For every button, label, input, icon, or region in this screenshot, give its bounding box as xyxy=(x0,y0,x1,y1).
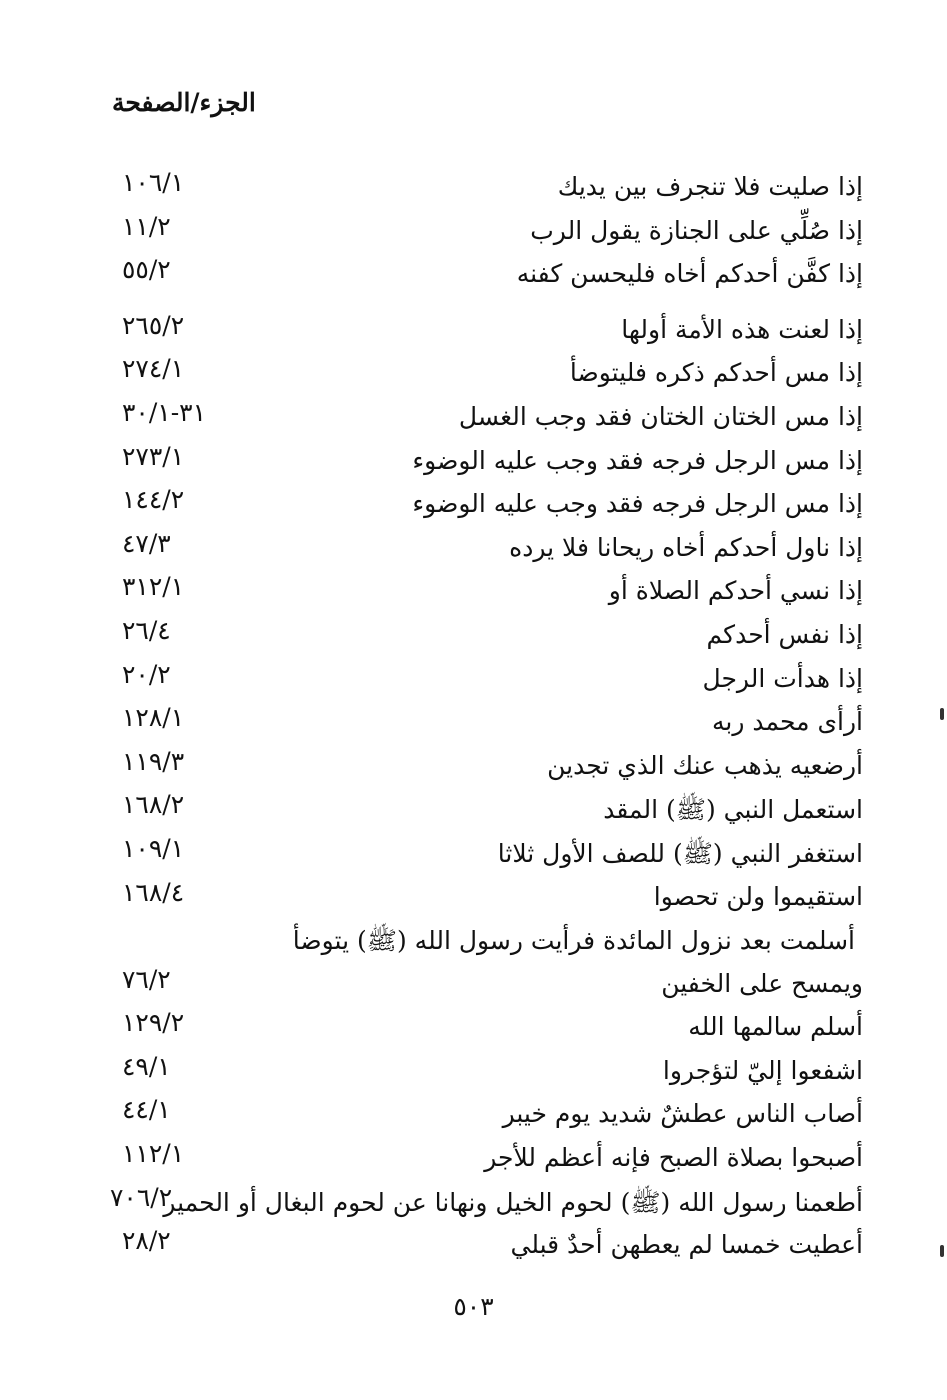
index-entry xyxy=(0,529,947,573)
entry-reference: ١١٢/١ xyxy=(122,1139,185,1169)
index-entry xyxy=(0,354,947,398)
entry-reference: ٢٠/٢ xyxy=(122,659,171,689)
entry-reference: ٧٠٦/٢ xyxy=(110,1182,173,1212)
index-entry xyxy=(0,398,947,442)
entry-text: إذا صليت فلا تنجرف بين يديك xyxy=(557,172,863,201)
entry-reference: ١١/٢ xyxy=(122,211,171,241)
entry-reference: ١٢٨/١ xyxy=(122,703,185,733)
index-entry xyxy=(0,1052,947,1096)
entry-text: أسلم سالمها الله xyxy=(688,1012,863,1042)
entry-reference: ٤٤/١ xyxy=(122,1095,171,1125)
entry-text: إذا لعنت هذه الأمة أولها xyxy=(621,314,863,344)
index-entry xyxy=(0,442,947,486)
index-entry xyxy=(0,703,947,747)
entry-text: إذا نفس أحدكم xyxy=(706,619,863,649)
entry-reference: ٧٦/٢ xyxy=(122,964,171,994)
entry-reference: ٤٩/١ xyxy=(122,1051,171,1081)
index-entry xyxy=(0,921,947,965)
index-entry xyxy=(0,616,947,660)
index-entry xyxy=(0,878,947,922)
entry-text: ويمسح على الخفين xyxy=(661,968,863,998)
entry-reference: ١٠٦/١ xyxy=(122,168,185,197)
entry-text: أرأى محمد ربه xyxy=(712,707,863,737)
index-entry xyxy=(0,1183,947,1227)
entry-text: إذا صُلِّي على الجنازة يقول الرب xyxy=(530,215,863,245)
index-entry-continuation xyxy=(0,965,947,1009)
index-entry xyxy=(0,485,947,529)
entry-reference: ٤٧/٣ xyxy=(122,528,171,558)
index-entry xyxy=(0,1008,947,1052)
entry-reference: ١٦٨/٤ xyxy=(122,877,185,907)
entry-reference: ٢٦/٤ xyxy=(122,615,171,645)
entry-text: أعطيت خمسا لم يعطهن أحدٌ قبلي xyxy=(510,1230,863,1260)
index-entry xyxy=(0,834,947,878)
entry-text: أطعمنا رسول الله (ﷺ) لحوم الخيل ونهانا عن لحوم البغال أو الحمير xyxy=(163,1187,863,1217)
entry-text: استقيموا ولن تحصوا xyxy=(653,881,863,911)
entry-text: إذا مس الرجل فرجه فقد وجب عليه الوضوء xyxy=(412,445,863,475)
entry-reference: ٥٥/٢ xyxy=(122,255,171,285)
entry-text: إذا نسي أحدكم الصلاة أو xyxy=(608,576,863,606)
entry-text: إذا ناول أحدكم أخاه ريحانا فلا يرده xyxy=(509,532,863,562)
column-header: الجزء/الصفحة xyxy=(112,88,256,117)
index-entry xyxy=(0,1226,947,1270)
entry-text: اشفعوا إليّ لتؤجروا xyxy=(662,1055,863,1085)
index-entry xyxy=(0,212,947,256)
index-entry xyxy=(0,168,947,212)
entry-reference: ٢٦٥/٢ xyxy=(122,310,185,340)
index-entry xyxy=(0,255,947,299)
entry-reference: ٢٧٣/١ xyxy=(122,441,185,471)
index-entry xyxy=(0,660,947,704)
index-entry xyxy=(0,747,947,791)
entry-text: إذا هدأت الرجل xyxy=(702,663,863,693)
entry-reference: ١٠٩/١ xyxy=(122,833,185,863)
entry-text: أصاب الناس عطشٌ شديد يوم خيبر xyxy=(502,1099,863,1129)
entry-reference: ١١٩/٣ xyxy=(122,746,185,776)
entry-text: إذا مس الختان الختان فقد وجب الغسل xyxy=(458,401,863,431)
page-number: ٥٠٣ xyxy=(453,1292,494,1321)
scan-mark xyxy=(940,708,944,720)
entry-reference: ٢٧٤/١ xyxy=(122,354,185,384)
entry-text: إذا مس الرجل فرجه فقد وجب عليه الوضوء xyxy=(412,489,863,519)
entry-text: أسلمت بعد نزول المائدة فرأيت رسول الله (ﷺ) يتوضأ xyxy=(292,926,855,956)
entry-reference: ٢٨/٢ xyxy=(122,1226,171,1256)
entry-text: إذا كفَّن أحدكم أخاه فليحسن كفنه xyxy=(516,259,863,289)
index-entry xyxy=(0,790,947,834)
entry-reference: ٣١٢/١ xyxy=(122,572,185,602)
entry-reference: ١٢٩/٢ xyxy=(122,1008,185,1038)
scan-mark xyxy=(940,1245,944,1257)
index-entry xyxy=(0,572,947,616)
hadith-index-list xyxy=(0,168,947,1270)
index-entry xyxy=(0,1095,947,1139)
entry-text: أرضعيه يذهب عنك الذي تجدين xyxy=(547,750,863,780)
entry-text: استعمل النبي (ﷺ) المقد xyxy=(603,795,863,825)
entry-reference: ١٦٨/٢ xyxy=(122,790,185,820)
index-entry xyxy=(0,311,947,355)
entry-reference: ٣١-٣٠/١ xyxy=(122,397,207,427)
entry-reference: ١٤٤/٢ xyxy=(122,485,185,515)
entry-text: إذا مس أحدكم ذكره فليتوضأ xyxy=(569,358,863,388)
index-entry xyxy=(0,1139,947,1183)
entry-text: استغفر النبي (ﷺ) للصف الأول ثلاثا xyxy=(497,838,863,868)
entry-text: أصبحوا بصلاة الصبح فإنه أعظم للأجر xyxy=(484,1143,863,1173)
